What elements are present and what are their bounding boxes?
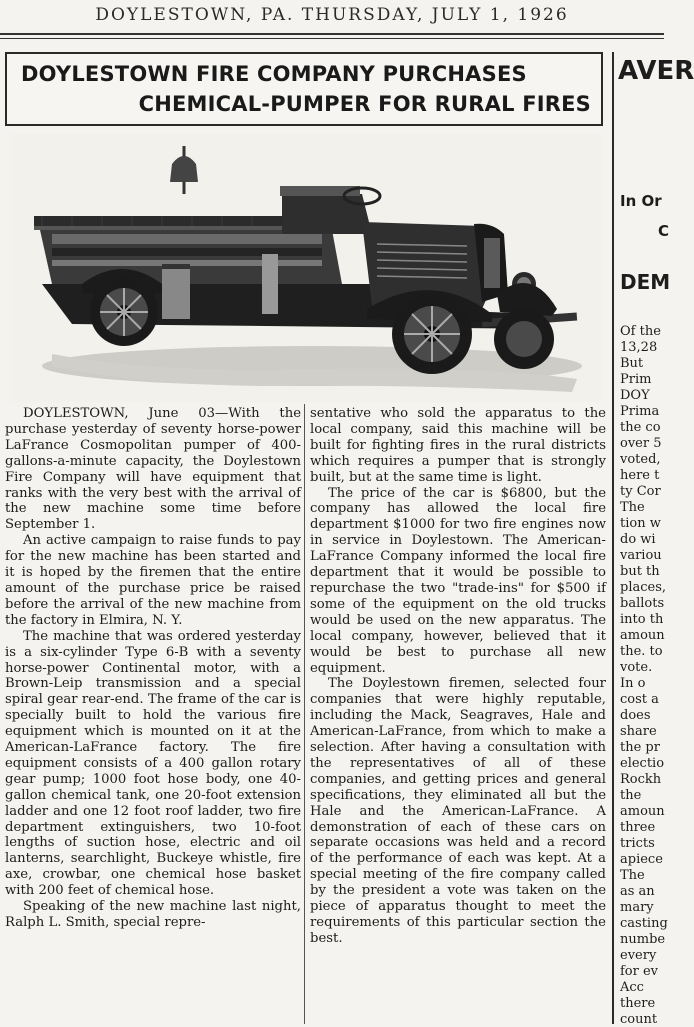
adjacent-text-line: every	[620, 948, 657, 963]
adjacent-text-line: Prima	[620, 404, 660, 419]
adjacent-text-line: ty Cor	[620, 484, 661, 499]
adjacent-subhead-fragment: C	[658, 222, 670, 240]
adjacent-text-line: The	[620, 868, 645, 883]
article-paragraph: The price of the car is $6800, but the company has allowed the local fire department $1000 for two fire engines now in service in Doylestown. The American-LaFrance Company informed the local fire department that it would be possible to repurchase the two "trade-ins" for $500 if some of the equipment on the old trucks would be used on the new apparatus. The local company, however, believed that it would be best to purchase all new equipment.	[310, 485, 606, 676]
headline-line-2: CHEMICAL-PUMPER FOR RURAL FIRES	[138, 92, 591, 116]
adjacent-text-line: electio	[620, 756, 665, 771]
adjacent-text-line: three	[620, 820, 656, 835]
headline-line-1: DOYLESTOWN FIRE COMPANY PURCHASES	[21, 62, 527, 86]
adjacent-headline: AVER	[618, 56, 694, 86]
adjacent-text-line: Rockh	[620, 772, 662, 787]
adjacent-text-line: into th	[620, 612, 664, 627]
adjacent-text-line: cost a	[620, 692, 659, 707]
adjacent-text-line: casting	[620, 916, 668, 931]
adjacent-subhead: In Or	[620, 192, 662, 210]
adjacent-text-line: do wi	[620, 532, 656, 547]
adjacent-text-line: variou	[620, 548, 662, 563]
adjacent-text-line: over 5	[620, 436, 662, 451]
dateline-rule	[0, 33, 664, 35]
adjacent-text-line: does	[620, 708, 651, 723]
adjacent-text-line: the	[620, 788, 642, 803]
fire-truck-icon	[12, 134, 602, 402]
adjacent-text-line: amoun	[620, 628, 665, 643]
adjacent-text-line: 13,28	[620, 340, 658, 355]
dateline: DOYLESTOWN, PA. THURSDAY, JULY 1, 1926	[95, 5, 569, 25]
adjacent-text-line: here t	[620, 468, 660, 483]
adjacent-text-line: for ev	[620, 964, 659, 979]
adjacent-text-line: But	[620, 356, 644, 371]
headline-box	[5, 52, 603, 126]
adjacent-text-line: numbe	[620, 932, 666, 947]
adjacent-text-line: places,	[620, 580, 667, 595]
article-paragraph: The Doylestown firemen, selected four companies that were highly reputable, including the Mack, Seagraves, Hale and American-LaFrance, from which to make a selection. After having a consultation with the representatives of all of these companies, and getting prices and general specifications, they eliminated all but the Hale and the American-LaFrance. A demonstration of each of these cars on separate occasions was held and a record of the performance of each was kept. At a special meeting of the fire company called by the president a vote was taken on the piece of apparatus thought to meet the requirements of this particular section the best.	[310, 676, 606, 946]
adjacent-text-line: amoun	[620, 804, 665, 819]
adjacent-headline-2: DEM	[620, 270, 671, 294]
adjacent-text-line: apiece	[620, 852, 663, 867]
adjacent-text-line: DOY	[620, 388, 650, 403]
adjacent-text-line: the pr	[620, 740, 660, 755]
adjacent-text-line: Prim	[620, 372, 652, 387]
adjacent-text-line: the co	[620, 420, 661, 435]
article-paragraph: sentative who sold the apparatus to the local company, said this machine will be built for fighting fires in the rural districts which requires a pumper that is strongly built, but at the same time is light.	[310, 406, 606, 485]
dateline-rule-thin	[0, 38, 664, 39]
adjacent-text-line: voted,	[620, 452, 661, 467]
adjacent-text-line: as an	[620, 884, 655, 899]
adjacent-text-line: there	[620, 996, 656, 1011]
article-paragraph: Speaking of the new machine last night, Ralph L. Smith, special repre-	[5, 899, 301, 930]
adjacent-text-line: but th	[620, 564, 660, 579]
article-column-2	[310, 406, 606, 947]
adjacent-text-line: count	[620, 1012, 658, 1027]
adjacent-text-line: ballots	[620, 596, 665, 611]
adjacent-text-line: vote.	[620, 660, 653, 675]
column-rule	[304, 404, 305, 1024]
adjacent-text-line: In o	[620, 676, 646, 691]
adjacent-text-line: tricts	[620, 836, 655, 851]
adjacent-text-line: share	[620, 724, 657, 739]
adjacent-article-column	[612, 52, 694, 1027]
adjacent-text-line: mary	[620, 900, 654, 915]
article-paragraph: An active campaign to raise funds to pay for the new machine has been started and it is hoped by the firemen that the entire amount of the purchase price be raised before the arrival of the new machine from the factory in Elmira, N. Y.	[5, 533, 301, 628]
article-paragraph: DOYLESTOWN, June 03—With the purchase yesterday of seventy horse-power LaFrance Cosmopolitan pumper of 400-gallons-a-minute capacity, the Doylestown Fire Company will have equipment that ranks with the very best with the arrival of the new machine some time before September 1.	[5, 406, 301, 533]
article-column-1	[5, 406, 301, 931]
article-paragraph: The machine that was ordered yesterday is a six-cylinder Type 6-B with a seventy horse-power Continental motor, with a Brown-Leip transmission and a special spiral gear rear-end. The frame of the car is specially built to hold the various fire equipment which is mounted on it at the American-LaFrance factory. The fire equipment consists of a 400 gallon rotary gear pump; 1000 foot hose body, one 40-gallon chemical tank, one 20-foot extension ladder and one 12 foot roof ladder, two fire department extinguishers, two 10-foot lengths of suction hose, electric and oil lanterns, searchlight, Buckeye whistle, fire axe, crowbar, one chemical hose basket with 200 feet of chemical hose.	[5, 628, 301, 899]
adjacent-text-line: Acc	[620, 980, 644, 995]
adjacent-text-line: the. to	[620, 644, 663, 659]
adjacent-text-line: The	[620, 500, 645, 515]
fire-truck-photo	[12, 134, 602, 402]
adjacent-text-line: tion w	[620, 516, 661, 531]
adjacent-text-line: Of the	[620, 324, 661, 339]
